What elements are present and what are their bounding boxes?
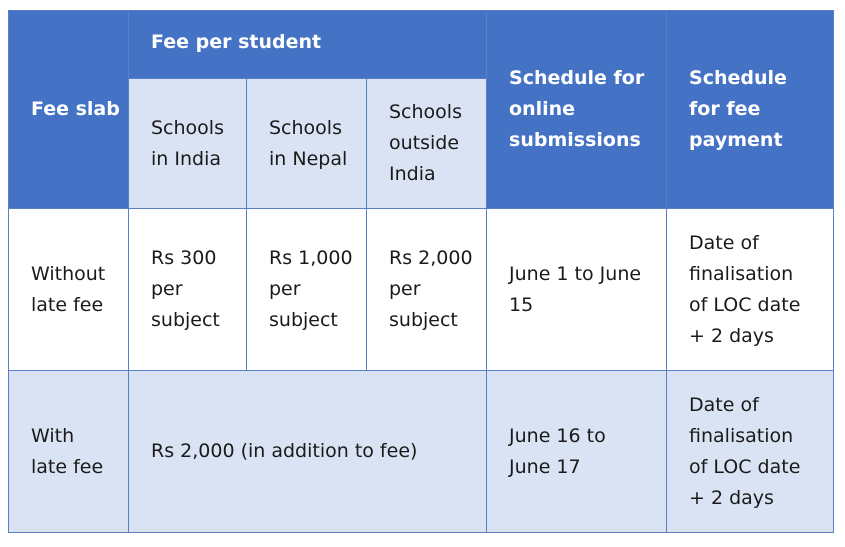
header-fee-per-student-label: Fee per student [151, 31, 322, 53]
cell-fee-nepal [247, 209, 367, 371]
cell-payment-schedule-line-4: + 2 days [689, 324, 774, 347]
cell-fee-outside-line-2: per [389, 278, 421, 300]
cell-fee-india-line-2: per [151, 278, 183, 300]
table-row-with-late-fee [9, 371, 834, 533]
header-fee-slab [9, 11, 129, 209]
header-schedule-online-line-3: submissions [509, 129, 641, 151]
cell-online-schedule [487, 371, 667, 533]
subheader-schools-outside [367, 79, 487, 209]
cell-fee-outside-line-3: subject [389, 309, 458, 331]
cell-payment-schedule-line-1: Date of [689, 231, 759, 254]
cell-fee-outside-line-1: Rs 2,000 [389, 247, 473, 269]
header-schedule-fee-line-2: for fee [689, 98, 761, 120]
cell-online-schedule-line-1: June 16 to [509, 424, 606, 447]
header-schedule-fee-line-3: payment [689, 129, 783, 151]
cell-slab-line-1: With [31, 424, 75, 447]
cell-payment-schedule-line-3: of LOC date [689, 293, 801, 316]
cell-slab-line-1: Without [31, 262, 106, 285]
header-schedule-online-line-1: Schedule for [509, 67, 645, 89]
header-schedule-online [487, 11, 667, 209]
subheader-schools-outside-line-3: India [389, 163, 436, 185]
subheader-schools-india-line-2: in India [151, 147, 221, 170]
cell-payment-schedule-line-2: finalisation [689, 262, 794, 285]
header-fee-per-student [129, 11, 487, 79]
cell-merged-late-fee-text: Rs 2,000 (in addition to fee) [151, 440, 418, 462]
cell-payment-schedule-line-1: Date of [689, 393, 759, 416]
subheader-schools-outside-line-2: outside [389, 132, 460, 154]
cell-fee-outside [367, 209, 487, 371]
subheader-schools-india-line-1: Schools [151, 116, 224, 139]
cell-online-schedule-line-2: June 17 [509, 455, 581, 478]
subheader-schools-nepal-line-1: Schools [269, 116, 342, 139]
cell-slab [9, 209, 129, 371]
cell-fee-india-line-1: Rs 300 [151, 247, 217, 269]
cell-online-schedule [487, 209, 667, 371]
cell-merged-late-fee [129, 371, 487, 533]
subheader-schools-nepal-line-2: in Nepal [269, 147, 348, 170]
cell-payment-schedule [667, 371, 834, 533]
header-fee-slab-label: Fee slab [31, 98, 120, 120]
header-schedule-fee-line-1: Schedule [689, 67, 787, 89]
cell-slab-line-2: late fee [31, 455, 104, 478]
cell-fee-india [129, 209, 247, 371]
cell-fee-nepal-line-2: per [269, 278, 301, 300]
cell-fee-nepal-line-1: Rs 1,000 [269, 247, 353, 269]
cell-payment-schedule [667, 209, 834, 371]
cell-online-schedule-line-2: 15 [509, 293, 534, 316]
cell-online-schedule-line-1: June 1 to June [509, 262, 642, 285]
fee-schedule-table [8, 10, 834, 533]
cell-fee-india-line-3: subject [151, 309, 220, 331]
cell-payment-schedule-line-4: + 2 days [689, 486, 774, 509]
header-schedule-fee [667, 11, 834, 209]
cell-fee-nepal-line-3: subject [269, 309, 338, 331]
table-row-without-late-fee [9, 209, 834, 371]
cell-slab [9, 371, 129, 533]
cell-slab-line-2: late fee [31, 293, 104, 316]
cell-payment-schedule-line-2: finalisation [689, 424, 794, 447]
subheader-schools-india [129, 79, 247, 209]
cell-payment-schedule-line-3: of LOC date [689, 455, 801, 478]
subheader-schools-nepal [247, 79, 367, 209]
subheader-schools-outside-line-1: Schools [389, 101, 462, 123]
header-schedule-online-line-2: online [509, 98, 576, 120]
